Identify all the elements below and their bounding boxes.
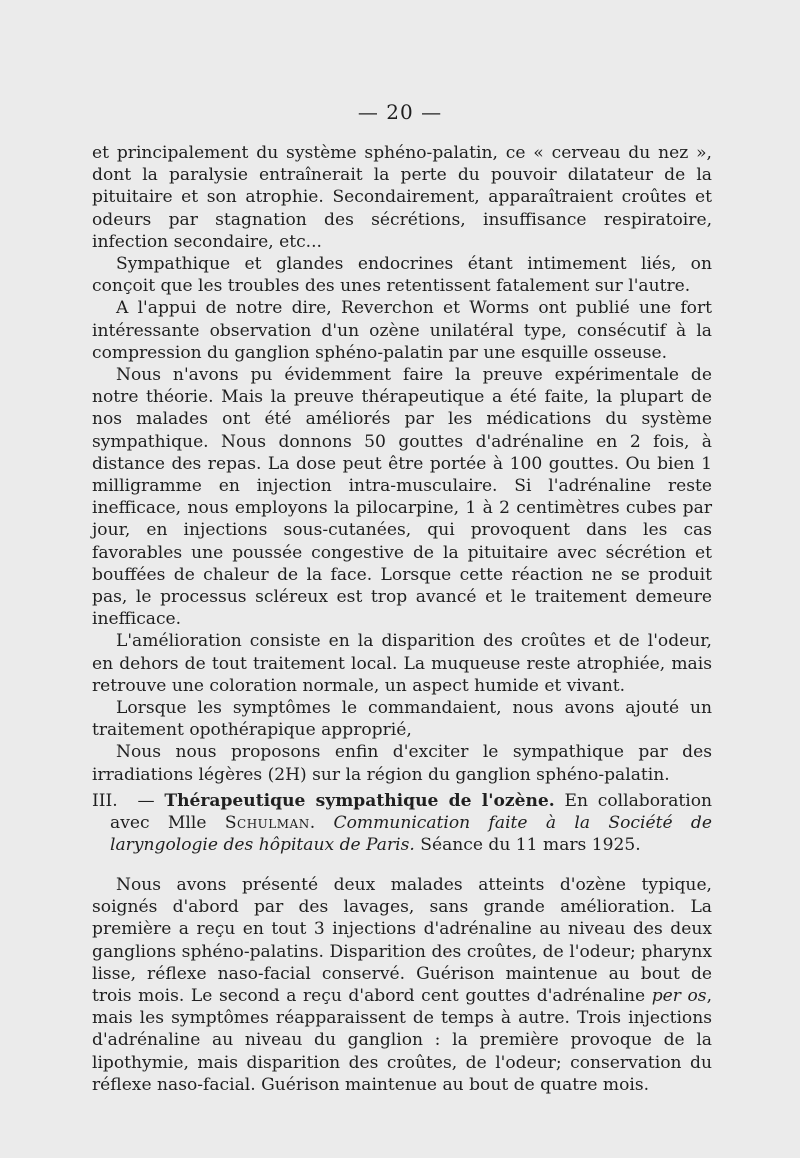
section-text-part2: , mais les symptômes réapparaissent de temps à autre. Trois injections d'adrénaline au niveau du ganglion : la première provoque de la lipothymie, mais disparition des croûtes, de l'odeur; conservation du réflexe naso-facial. Guérison maintenue au bout de quatre mois. — [92, 986, 712, 1095]
section-dash: — — [137, 791, 155, 811]
section-heading — [92, 790, 712, 857]
section-title: Thérapeutique sympathique de l'ozène. — [164, 791, 555, 811]
paragraph-1: et principalement du système sphéno-palatin, ce « cerveau du nez », dont la paralysie entraînerait la perte du pouvoir dilatateur de la pituitaire et son atrophie. Secondairement, apparaîtraient croûtes et odeurs par stagnation des sécrétions, insuffisance respiratoire, infection secondaire, etc... — [92, 143, 712, 252]
section-iii — [92, 790, 712, 857]
paragraph-3: A l'appui de notre dire, Reverchon et Worms ont publié une fort intéressante observation d'un ozène unilatéral type, consécutif à la compression du ganglion sphéno-palatin par une esquille osseuse. — [92, 298, 712, 363]
section-body — [92, 874, 712, 1096]
paragraph-4: Nous n'avons pu évidemment faire la preuve expérimentale de notre théorie. Mais la preuve thérapeutique a été faite, la plupart de nos malades ont été améliorés par les médications du système sympathique. Nous donnons 50 gouttes d'adrénaline en 2 fois, à distance des repas. La dose peut être portée à 100 gouttes. Ou bien 1 milligramme en injection intra-musculaire. Si l'adrénaline reste inefficace, nous employons la pilocarpine, 1 à 2 centimètres cubes par jour, en injections sous-cutanées, qui provoquent dans les cas favorables une poussée congestive de la pituitaire avec sécrétion et bouffées de chaleur de la face. Lorsque cette réaction ne se produit pas, le processus scléreux est trop avancé et le traitement demeure inefficace. — [92, 365, 712, 630]
section-number: III. — [92, 791, 118, 811]
collab-suffix: . — [309, 813, 316, 834]
paragraph-2: Sympathique et glandes endocrines étant intimement liés, on conçoit que les troubles des unes retentissent fatalement sur l'autre. — [92, 254, 712, 297]
paragraph-5: L'amélioration consiste en la disparition des croûtes et de l'odeur, en dehors de tout traitement local. La muqueuse reste atrophiée, mais retrouve une coloration normale, un aspect humide et vivant. — [92, 631, 712, 696]
paragraph-6: Lorsque les symptômes le commandaient, nous avons ajouté un traitement opothérapique approprié, — [92, 698, 712, 741]
paragraph-7: Nous nous proposons enfin d'exciter le sympathique par des irradiations légères (2H) sur la région du ganglion sphéno-palatin. — [92, 742, 712, 785]
session-date: Séance du 11 mars 1925. — [420, 835, 641, 856]
body-text — [92, 142, 712, 786]
section-text-part1: Nous avons présenté deux malades atteints d'ozène typique, soignés d'abord par des lavages, sans grande amélioration. La première a reçu en tout 3 injections d'adrénaline au niveau des deux ganglions sphéno-palatins. Disparition des croûtes, de l'odeur; pharynx lisse, réflexe naso-facial conservé. Guérison maintenue au bout de trois mois. Le second a reçu d'abord cent gouttes d'adrénaline — [92, 875, 712, 1007]
page-number: — 20 — — [357, 100, 443, 124]
per-os: per os — [651, 986, 707, 1007]
section-paragraph — [92, 874, 712, 1096]
collab-prefix: En collaboration avec Mlle — [110, 791, 713, 834]
collaborator-name: Schulman — [224, 813, 310, 834]
communication-note: Communication faite à la Société de laryngologie des hôpitaux de Paris. — [110, 813, 712, 856]
